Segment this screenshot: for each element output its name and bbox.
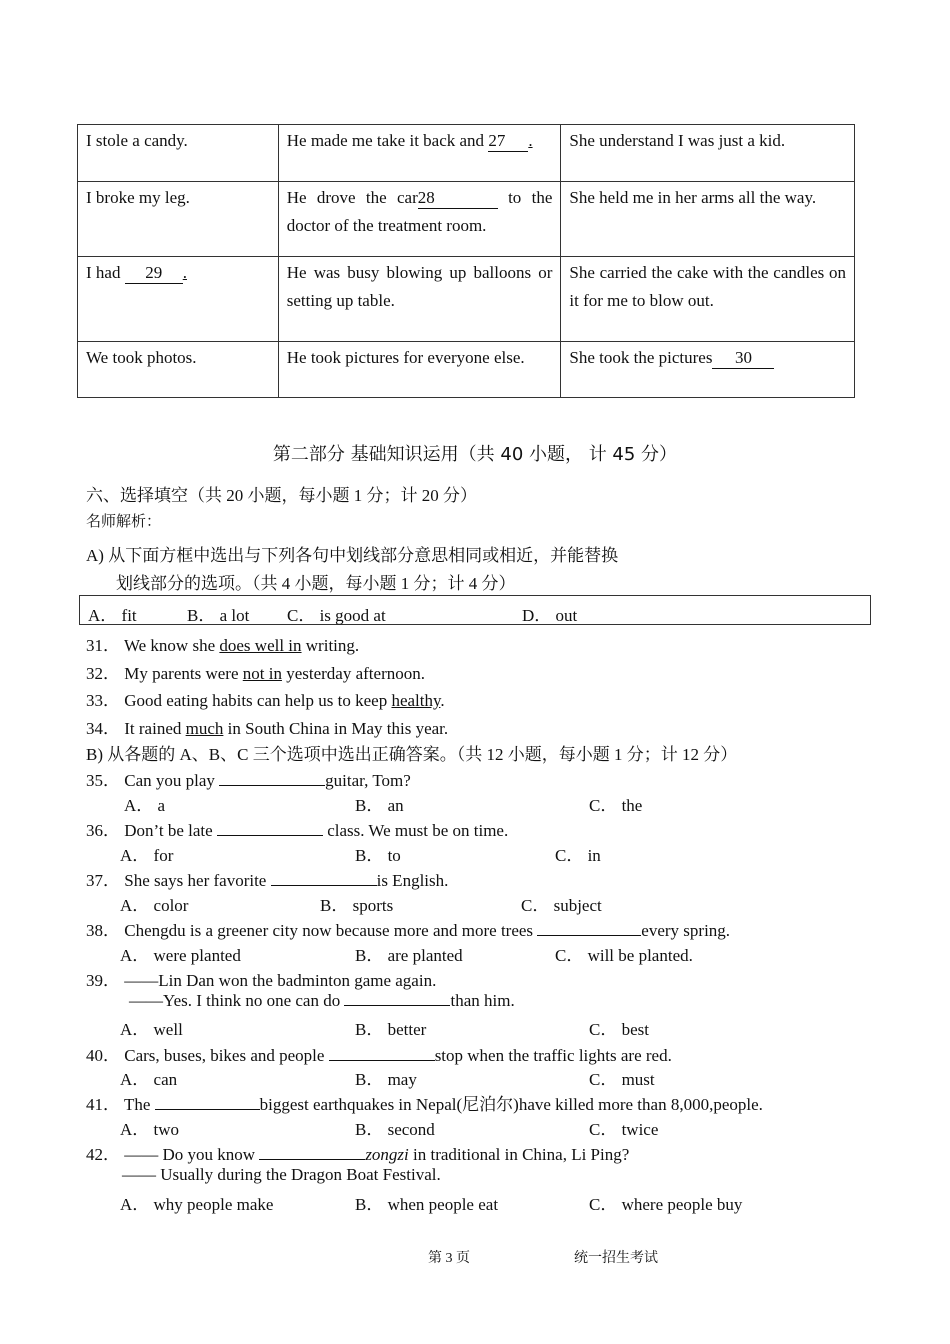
part-a-instructions: A) 从下面方框中选出与下列各句中划线部分意思相同或相近，并能替换 — [86, 546, 619, 565]
question-35: 35． Can you play guitar, Tom? — [86, 771, 411, 790]
q41-option-b[interactable]: B． second — [355, 1120, 435, 1139]
box-option-d: D． out — [522, 606, 578, 625]
q35-option-b[interactable]: B． an — [355, 796, 404, 815]
box-option-a: A． fit — [88, 606, 137, 625]
table-cell: She held me in her arms all the way. — [561, 182, 855, 257]
table-cell: He took pictures for everyone else. — [278, 342, 561, 398]
question-36: 36． Don’t be late class. We must be on time. — [86, 821, 509, 840]
page-number: 第 3 页 — [428, 1251, 470, 1266]
question-42: 42． —— Do you know zongzi in traditional in China, Li Ping? — [86, 1145, 630, 1164]
question-37: 37． She says her favorite is English. — [86, 871, 449, 890]
table-cell: I had 29 . — [78, 257, 279, 342]
q37-option-a[interactable]: A． color — [120, 896, 189, 915]
q39-option-b[interactable]: B． better — [355, 1020, 427, 1039]
part-b-instructions: B) 从各题的 A、B、C 三个选项中选出正确答案。（共 12 小题，每小题 1 分；计 12 分） — [86, 745, 738, 764]
option-box — [79, 595, 871, 625]
q36-option-b[interactable]: B． to — [355, 846, 401, 865]
q40-option-b[interactable]: B． may — [355, 1070, 417, 1089]
q39-option-a[interactable]: A． well — [120, 1020, 183, 1039]
question-40: 40． Cars, buses, bikes and people stop when the traffic lights are red. — [86, 1046, 672, 1065]
question-32: 32． My parents were not in yesterday afternoon. — [86, 664, 425, 683]
q36-option-c[interactable]: C． in — [555, 846, 601, 865]
table-cell: She understand I was just a kid. — [561, 125, 855, 182]
question-39-reply: ——Yes. I think no one can do than him. — [129, 991, 515, 1010]
table-cell: He drove the car28 to the doctor of the treatment room. — [278, 182, 561, 257]
blank-30: 30 — [712, 348, 774, 369]
question-39: 39． ——Lin Dan won the badminton game again. — [86, 971, 437, 990]
table-cell: He was busy blowing up balloons or setting up table. — [278, 257, 561, 342]
box-option-c: C． is good at — [287, 606, 386, 625]
q42-option-a[interactable]: A． why people make — [120, 1195, 274, 1214]
table-row — [78, 182, 855, 257]
q38-option-a[interactable]: A． were planted — [120, 946, 241, 965]
question-38: 38． Chengdu is a greener city now because more and more trees every spring. — [86, 921, 731, 940]
part-two-title: 第二部分 基础知识运用（共 40 小题， 计 45 分） — [272, 444, 678, 465]
blank-29: 29 — [125, 263, 183, 284]
table-cell: She took the pictures 30 — [561, 342, 855, 398]
section-heading: 六、选择填空（共 20 小题，每小题 1 分；计 20 分） — [86, 486, 477, 505]
teacher-note: 名师解析： — [86, 514, 162, 530]
table-cell: She carried the cake with the candles on it for me to blow out. — [561, 257, 855, 342]
box-option-b: B． a lot — [187, 606, 250, 625]
q35-option-c[interactable]: C． the — [589, 796, 643, 815]
table-row — [78, 342, 855, 398]
q35-option-a[interactable]: A． a — [124, 796, 166, 815]
table-cell: I broke my leg. — [78, 182, 279, 257]
exam-name: 统一招生考试 — [574, 1251, 658, 1266]
blank-27: 27 — [488, 131, 528, 152]
question-42-reply: —— Usually during the Dragon Boat Festival. — [122, 1165, 441, 1184]
question-34: 34． It rained much in South China in May this year. — [86, 719, 449, 738]
story-table — [77, 124, 855, 398]
question-41: 41． The biggest earthquakes in Nepal(尼泊尔)have killed more than 8,000,people. — [86, 1095, 763, 1114]
question-31: 31． We know she does well in writing. — [86, 636, 360, 655]
q41-option-c[interactable]: C． twice — [589, 1120, 659, 1139]
table-cell: I stole a candy. — [78, 125, 279, 182]
q42-option-c[interactable]: C． where people buy — [589, 1195, 743, 1214]
q38-option-c[interactable]: C． will be planted. — [555, 946, 693, 965]
part-a-instructions-cont: 划线部分的选项。（共 4 小题，每小题 1 分；计 4 分） — [116, 574, 516, 593]
table-cell: We took photos. — [78, 342, 279, 398]
q38-option-b[interactable]: B． are planted — [355, 946, 463, 965]
q42-option-b[interactable]: B． when people eat — [355, 1195, 499, 1214]
q40-option-c[interactable]: C． must — [589, 1070, 655, 1089]
q39-option-c[interactable]: C． best — [589, 1020, 649, 1039]
table-row — [78, 257, 855, 342]
q37-option-c[interactable]: C． subject — [521, 896, 602, 915]
blank-28: 28 — [418, 188, 498, 209]
q36-option-a[interactable]: A． for — [120, 846, 174, 865]
table-row — [78, 125, 855, 182]
table-cell: He made me take it back and 27 . — [278, 125, 561, 182]
q40-option-a[interactable]: A． can — [120, 1070, 178, 1089]
question-33: 33． Good eating habits can help us to keep healthy. — [86, 691, 445, 710]
q41-option-a[interactable]: A． two — [120, 1120, 180, 1139]
q37-option-b[interactable]: B． sports — [320, 896, 394, 915]
